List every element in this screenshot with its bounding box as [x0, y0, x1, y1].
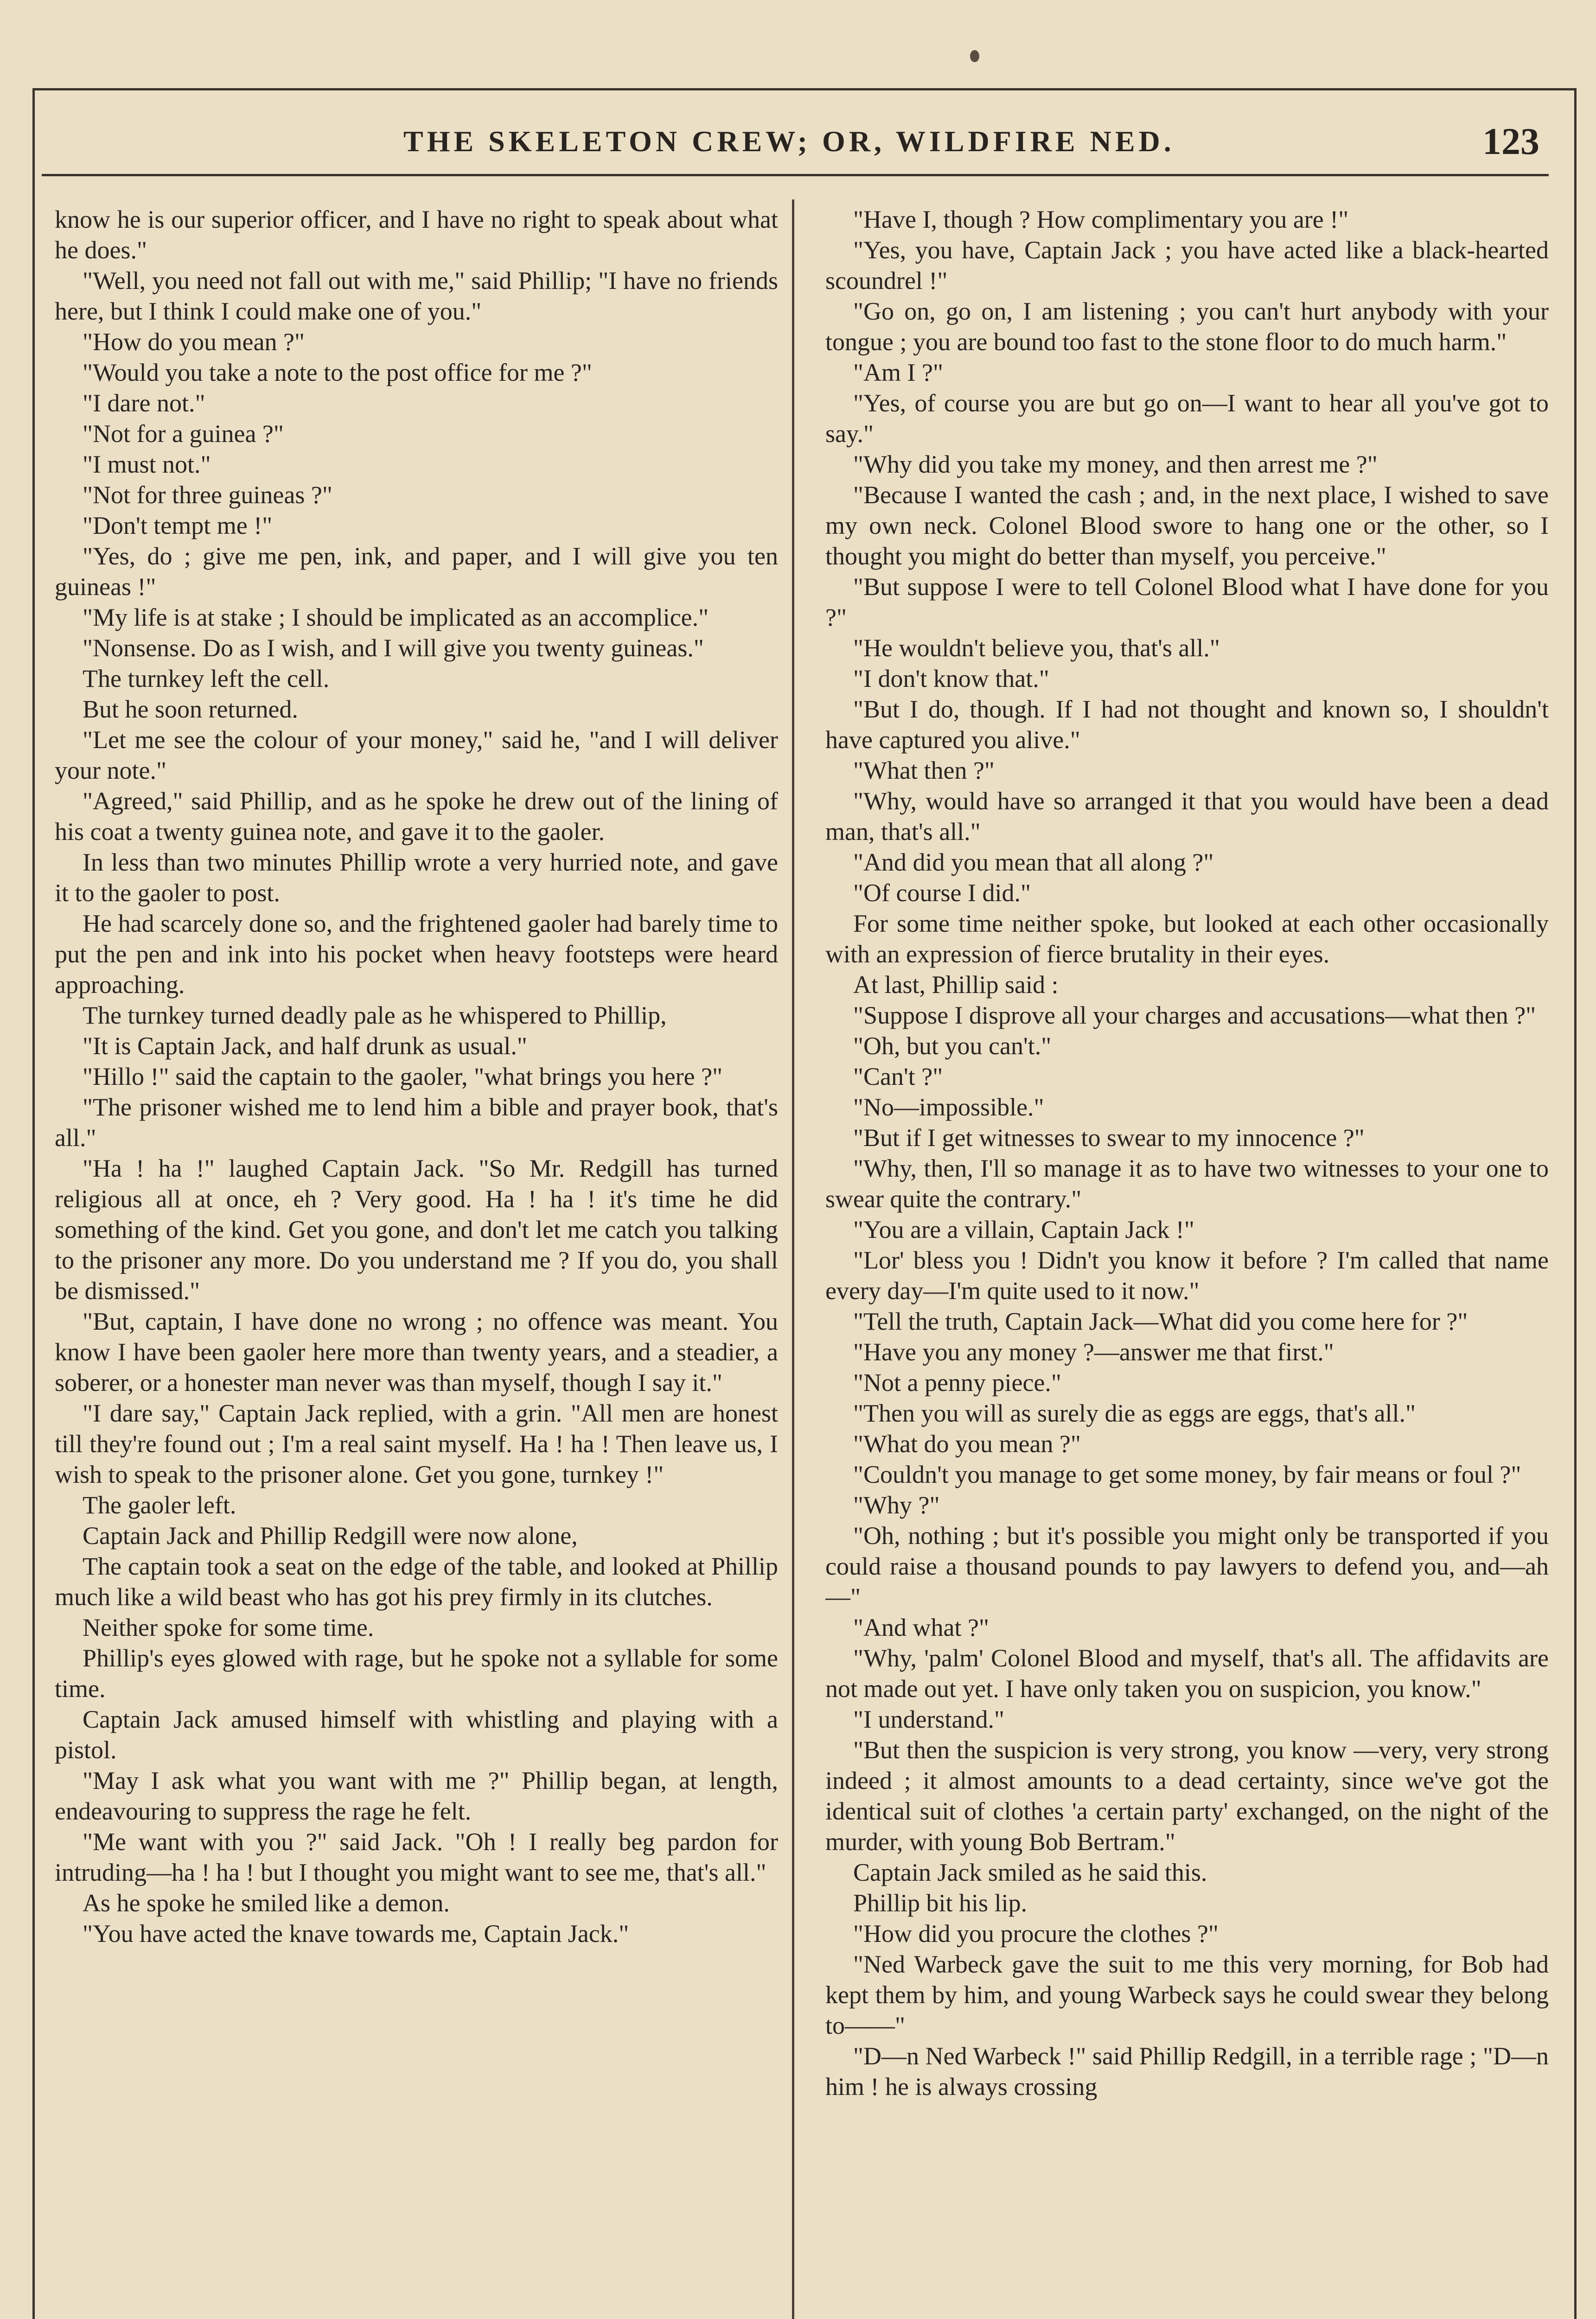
paragraph: "Yes, do ; give me pen, ink, and paper, and I will give you ten guineas !": [55, 542, 778, 601]
paragraph: "Have you any money ?—answer me that first.": [853, 1338, 1334, 1366]
paragraph: Neither spoke for some time.: [83, 1614, 374, 1641]
paragraph: Captain Jack smiled as he said this.: [853, 1858, 1207, 1886]
paragraph: "Why did you take my money, and then arrest me ?": [853, 450, 1378, 478]
paragraph: "What then ?": [853, 756, 995, 784]
paragraph: At last, Phillip said :: [853, 971, 1059, 999]
paragraph: "Why, would have so arranged it that you would have been a dead man, that's all.": [825, 787, 1549, 846]
paragraph: "Not for three guineas ?": [83, 481, 332, 509]
paragraph: "Oh, nothing ; but it's possible you might only be transported if you could raise a thousand pounds to pay lawyers to defend you, and—ah—": [825, 1522, 1549, 1611]
paragraph: "I dare not.": [83, 389, 205, 417]
paragraph: For some time neither spoke, but looked at each other occasionally with an expression of fierce brutality in their eyes.: [825, 910, 1549, 968]
paragraph: "Ned Warbeck gave the suit to me this very morning, for Bob had kept them by him, and young Warbeck says he could swear they belong to——": [825, 1950, 1549, 2039]
paragraph: "Go on, go on, I am listening ; you can't hurt anybody with your tongue ; you are bound too fast to the stone floor to do much harm.": [825, 297, 1549, 356]
paragraph: "Me want with you ?" said Jack. "Oh ! I really beg pardon for intruding—ha ! ha ! but I thought you might want to see me, that's all.": [55, 1828, 778, 1886]
paragraph: "You are a villain, Captain Jack !": [853, 1216, 1194, 1243]
paragraph: "Why, then, I'll so manage it as to have two witnesses to your one to swear quite the contrary.": [825, 1154, 1549, 1213]
paragraph: "Agreed," said Phillip, and as he spoke he drew out of the lining of his coat a twenty guinea note, and gave it to the gaoler.: [55, 787, 778, 846]
paragraph: "Why ?": [853, 1491, 940, 1519]
paragraph: "How did you procure the clothes ?": [853, 1920, 1219, 1947]
paragraph: Captain Jack and Phillip Redgill were now alone,: [83, 1522, 578, 1550]
paragraph: "Ha ! ha !" laughed Captain Jack. "So Mr. Redgill has turned religious all at once, eh ? Very good. Ha ! ha ! it's time he did something of the kind. Get you gone, and don't let me catch you talking to the prisoner any more. Do you understand me ? If you do, you shall be dismissed.": [55, 1154, 778, 1305]
paragraph: "But then the suspicion is very strong, you know —very, very strong indeed ; it almost amounts to a dead certainty, since we've got the identical suit of clothes 'a certain party' exchanged, on the night of the murder, with young Bob Bertram.": [825, 1736, 1549, 1856]
paragraph: "Let me see the colour of your money," said he, "and I will deliver your note.": [55, 726, 778, 784]
paragraph: "But if I get witnesses to swear to my innocence ?": [853, 1124, 1365, 1152]
paragraph: "Yes, of course you are but go on—I want to hear all you've got to say.": [825, 389, 1549, 448]
header-rule: [42, 174, 1549, 176]
paragraph: "But, captain, I have done no wrong ; no offence was meant. You know I have been gaoler here more than twenty years, and a steadier, a soberer, or a honester man never was than myself, though I say it.": [55, 1307, 778, 1397]
paragraph: The turnkey turned deadly pale as he whispered to Phillip,: [83, 1001, 667, 1029]
paragraph: "D—n Ned Warbeck !" said Phillip Redgill, in a terrible rage ; "D—n him ! he is always crossing: [825, 2042, 1549, 2101]
paragraph: He had scarcely done so, and the frightened gaoler had barely time to put the pen and ink into his pocket when heavy footsteps were heard approaching.: [55, 910, 778, 999]
paragraph: "Well, you need not fall out with me," said Phillip; "I have no friends here, but I think I could make one of you.": [55, 267, 778, 325]
left-column: [55, 204, 778, 2319]
paragraph: "I don't know that.": [853, 665, 1049, 692]
paragraph: As he spoke he smiled like a demon.: [83, 1889, 450, 1917]
paragraph: "I dare say," Captain Jack replied, with a grin. "All men are honest till they're found out ; I'm a real saint myself. Ha ! ha ! Then leave us, I wish to speak to the prisoner alone. Get you gone, turnkey !": [55, 1399, 778, 1488]
paragraph: The captain took a seat on the edge of the table, and looked at Phillip much like a wild beast who has got his prey firmly in its clutches.: [55, 1552, 778, 1611]
paragraph: "Lor' bless you ! Didn't you know it before ? I'm called that name every day—I'm quite used to it now.": [825, 1246, 1549, 1305]
paragraph: "Don't tempt me !": [83, 512, 273, 539]
paragraph: "Why, 'palm' Colonel Blood and myself, that's all. The affidavits are not made out yet. I have only taken you on suspicion, you know.": [825, 1644, 1549, 1703]
page-header: [42, 116, 1549, 167]
paragraph: "Because I wanted the cash ; and, in the next place, I wished to save my own neck. Colonel Blood swore to hang one or the other, so I thought you might do better than myself, you perceive.": [825, 481, 1549, 570]
paragraph: "Not for a guinea ?": [83, 420, 284, 448]
ink-spot: [970, 50, 979, 62]
paragraph: "The prisoner wished me to lend him a bible and prayer book, that's all.": [55, 1093, 778, 1152]
paragraph: "No—impossible.": [853, 1093, 1044, 1121]
paragraph: "Nonsense. Do as I wish, and I will give you twenty guineas.": [83, 634, 704, 662]
paragraph: "May I ask what you want with me ?" Phillip began, at length, endeavouring to suppress the rage he felt.: [55, 1767, 778, 1825]
paragraph: "Have I, though ? How complimentary you are !": [853, 205, 1349, 233]
paragraph: "Am I ?": [853, 359, 944, 386]
paragraph: "Of course I did.": [853, 879, 1031, 907]
paragraph: "My life is at stake ; I should be implicated as an accomplice.": [83, 603, 709, 631]
paragraph: "It is Captain Jack, and half drunk as usual.": [83, 1032, 527, 1060]
paragraph: Captain Jack amused himself with whistling and playing with a pistol.: [55, 1705, 778, 1764]
paragraph: "He wouldn't believe you, that's all.": [853, 634, 1220, 662]
column-divider: [792, 199, 794, 2319]
paragraph: The gaoler left.: [83, 1491, 236, 1519]
paragraph: "And what ?": [853, 1614, 990, 1641]
paragraph: "I understand.": [853, 1705, 1005, 1733]
paragraph: "Tell the truth, Captain Jack—What did you come here for ?": [853, 1307, 1468, 1335]
paragraph: "And did you mean that all along ?": [853, 848, 1214, 876]
paragraph: In less than two minutes Phillip wrote a very hurried note, and gave it to the gaoler to post.: [55, 848, 778, 907]
running-head: THE SKELETON CREW; OR, WILDFIRE NED.: [403, 125, 1175, 158]
paragraph: "Would you take a note to the post office for me ?": [83, 359, 592, 386]
page-number: 123: [1482, 120, 1539, 162]
paragraph: "What do you mean ?": [853, 1430, 1081, 1458]
right-column: [825, 204, 1549, 2319]
paragraph: But he soon returned.: [83, 695, 298, 723]
paragraph: "But I do, though. If I had not thought and known so, I shouldn't have captured you alive.": [825, 695, 1549, 754]
paragraph: know he is our superior officer, and I have no right to speak about what he does.": [55, 205, 778, 264]
paragraph: "But suppose I were to tell Colonel Blood what I have done for you ?": [825, 573, 1549, 631]
paragraph: "Hillo !" said the captain to the gaoler, "what brings you here ?": [83, 1063, 723, 1090]
paragraph: "Not a penny piece.": [853, 1369, 1061, 1397]
paragraph: "Yes, you have, Captain Jack ; you have acted like a black-hearted scoundrel !": [825, 236, 1549, 295]
paragraph: Phillip's eyes glowed with rage, but he spoke not a syllable for some time.: [55, 1644, 778, 1703]
paragraph: "You have acted the knave towards me, Captain Jack.": [83, 1920, 629, 1947]
paragraph: "Can't ?": [853, 1063, 943, 1090]
paragraph: "How do you mean ?": [83, 328, 305, 356]
paragraph: "Suppose I disprove all your charges and accusations—what then ?": [853, 1001, 1536, 1029]
paragraph: "Then you will as surely die as eggs are eggs, that's all.": [853, 1399, 1416, 1427]
paragraph: "Couldn't you manage to get some money, by fair means or foul ?": [853, 1461, 1521, 1488]
paragraph: "Oh, but you can't.": [853, 1032, 1052, 1060]
paragraph: "I must not.": [83, 450, 211, 478]
paragraph: The turnkey left the cell.: [83, 665, 330, 692]
paragraph: Phillip bit his lip.: [853, 1889, 1028, 1917]
